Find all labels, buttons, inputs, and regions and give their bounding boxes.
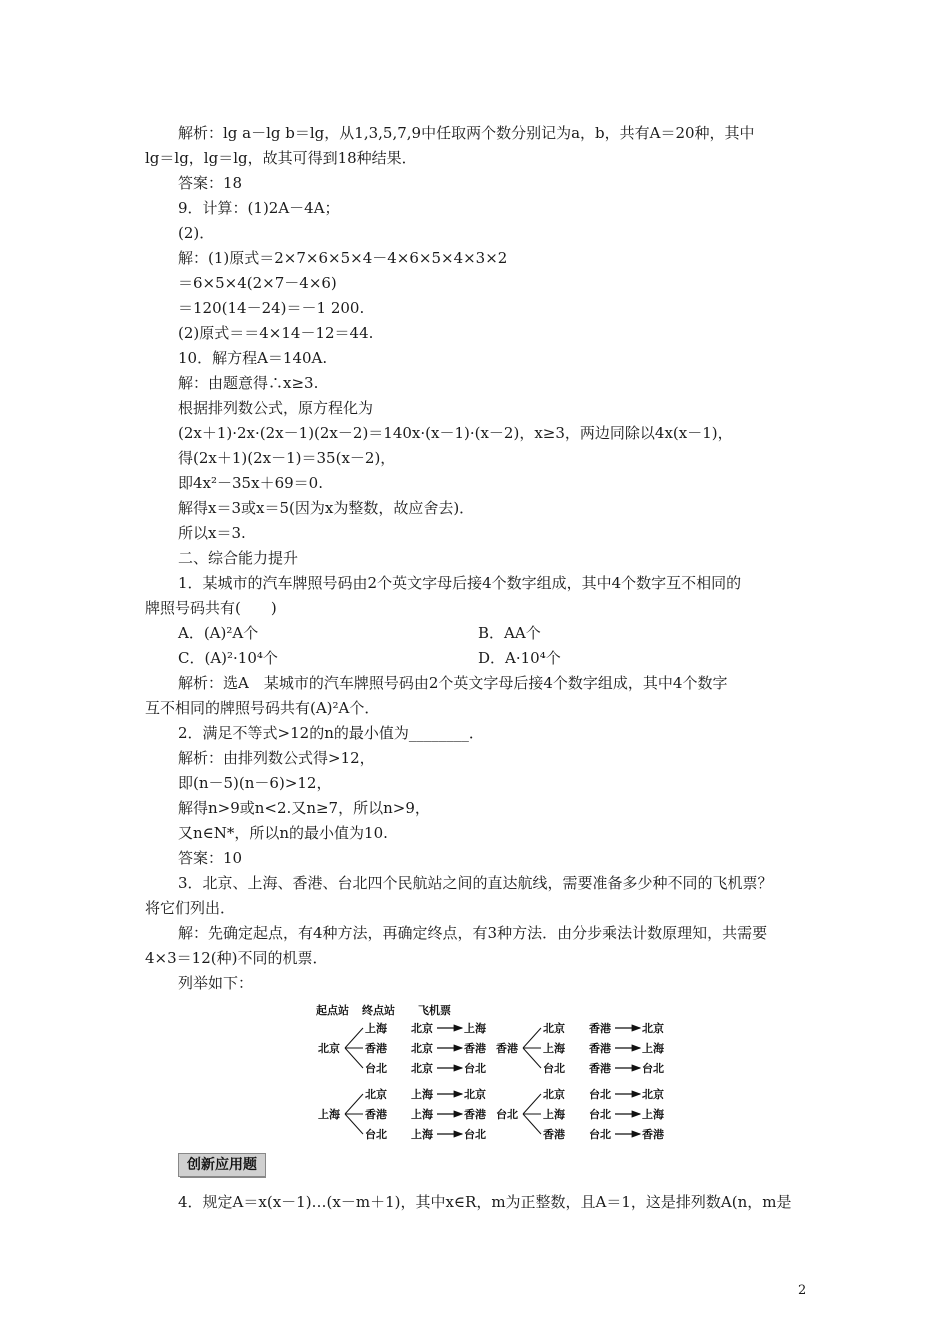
branch-line (345, 1094, 363, 1114)
text-line: 4×3＝12(种)不同的机票． (145, 949, 328, 967)
text-line: ＝120(14－24)＝－1 200. (178, 299, 365, 317)
text-line: 解：(1)原式＝2×7×6×5×4－4×6×5×4×3×2 (178, 249, 508, 267)
start-station: 北京 (318, 1042, 340, 1055)
ticket-from: 台北 (589, 1128, 611, 1141)
header-end: 终点站 (362, 1004, 395, 1017)
ticket-from: 香港 (589, 1042, 611, 1055)
text-line: 牌照号码共有( ) (145, 599, 277, 617)
branch-line (523, 1048, 541, 1068)
ticket-from: 上海 (411, 1088, 433, 1101)
header-start: 起点站 (316, 1004, 349, 1017)
section-heading: 二、综合能力提升 (178, 549, 299, 567)
ticket-to: 上海 (642, 1108, 664, 1121)
destination-station: 台北 (365, 1128, 387, 1141)
ticket-to: 台北 (464, 1128, 486, 1141)
option-b: B．AA个 (478, 624, 541, 642)
destination-station: 台北 (365, 1062, 387, 1075)
destination-station: 上海 (543, 1042, 565, 1055)
destination-station: 香港 (365, 1108, 387, 1121)
ticket-from: 北京 (411, 1042, 433, 1055)
text-line: 将它们列出． (145, 899, 236, 917)
option-d: D．A·10⁴个 (478, 649, 561, 667)
destination-station: 上海 (365, 1022, 387, 1035)
text-line: 即(n－5)(n－6)>12， (178, 774, 332, 792)
text-line: 解得x＝3或x＝5(因为x为整数，故应舍去)． (178, 499, 475, 517)
destination-station: 北京 (365, 1088, 387, 1101)
text-line: 即4x²－35x＋69＝0. (178, 474, 323, 492)
ticket-to: 北京 (642, 1022, 664, 1035)
text-line: (2)原式＝＝4×14－12＝44. (178, 324, 374, 342)
text-line: 答案：10 (178, 849, 243, 867)
text-line: 又n∈N*，所以n的最小值为10. (178, 824, 388, 842)
option-a: A．(A)²A个 (178, 624, 259, 642)
destination-station: 北京 (543, 1088, 565, 1101)
start-station: 上海 (318, 1108, 340, 1121)
text-line: 10．解方程A＝140A. (178, 349, 328, 367)
ticket-to: 台北 (464, 1062, 486, 1075)
ticket-from: 香港 (589, 1022, 611, 1035)
branch-line (345, 1114, 363, 1134)
ticket-from: 台北 (589, 1088, 611, 1101)
page-number: 2 (798, 1283, 807, 1298)
ticket-from: 台北 (589, 1108, 611, 1121)
text-line: 9．计算：(1)2A－4A； (178, 199, 340, 217)
destination-station: 香港 (365, 1042, 387, 1055)
text-line: 解得n>9或n<2.又n≥7，所以n>9， (178, 799, 430, 817)
section-badge: 创新应用题 (178, 1153, 266, 1177)
text-line: 根据排列数公式，原方程化为 (178, 399, 374, 417)
option-c: C．(A)²·10⁴个 (178, 649, 278, 667)
text-line: lg＝lg，lg＝lg，故其可得到18种结果． (145, 149, 417, 167)
text-line: 解：由题意得∴x≥3. (178, 374, 319, 392)
ticket-to: 北京 (642, 1088, 664, 1101)
ticket-from: 上海 (411, 1128, 433, 1141)
ticket-to: 台北 (642, 1062, 664, 1075)
ticket-from: 北京 (411, 1062, 433, 1075)
destination-station: 台北 (543, 1062, 565, 1075)
text-line: 解析：由排列数公式得>12， (178, 749, 375, 767)
text-line: 答案：18 (178, 174, 243, 192)
ticket-to: 香港 (642, 1128, 664, 1141)
start-station: 台北 (496, 1108, 518, 1121)
ticket-to: 上海 (464, 1022, 486, 1035)
ticket-from: 香港 (589, 1062, 611, 1075)
text-line: 2．满足不等式>12的n的最小值为________． (178, 724, 484, 742)
start-station: 香港 (496, 1042, 518, 1055)
ticket-from: 上海 (411, 1108, 433, 1121)
text-line: ＝6×5×4(2×7－4×6) (178, 274, 337, 292)
ticket-to: 香港 (464, 1108, 486, 1121)
branch-line (523, 1028, 541, 1048)
destination-station: 上海 (543, 1108, 565, 1121)
text-line: 解析：lg a－lg b＝lg，从1,3,5,7,9中任取两个数分别记为a，b，共有A＝20种，其中 (178, 124, 755, 142)
branch-line (523, 1114, 541, 1134)
text-line: 得(2x＋1)(2x－1)＝35(x－2)， (178, 449, 396, 467)
destination-station: 香港 (543, 1128, 565, 1141)
branch-line (345, 1028, 363, 1048)
destination-station: 北京 (543, 1022, 565, 1035)
header-ticket: 飞机票 (418, 1004, 451, 1017)
ticket-from: 北京 (411, 1022, 433, 1035)
ticket-to: 上海 (642, 1042, 664, 1055)
text-line: 解析：选A 某城市的汽车牌照号码由2个英文字母后接4个数字组成，其中4个数字 (178, 674, 728, 692)
branch-line (345, 1048, 363, 1068)
text-line: 3．北京、上海、香港、台北四个民航站之间的直达航线，需要准备多少种不同的飞机票？ (178, 874, 773, 892)
badge-underline (180, 1177, 266, 1178)
ticket-to: 香港 (464, 1042, 486, 1055)
text-line: 列举如下： (178, 974, 254, 992)
branch-line (523, 1094, 541, 1114)
text-line: 所以x＝3. (178, 524, 246, 542)
text-line: 4．规定A＝x(x－1)…(x－m＋1)，其中x∈R，m为正整数，且A＝1，这是排列数A(n，m是 (178, 1193, 792, 1211)
text-line: 1．某城市的汽车牌照号码由2个英文字母后接4个数字组成，其中4个数字互不相同的 (178, 574, 742, 592)
ticket-tree-diagram (300, 1000, 680, 1150)
text-line: (2)． (178, 224, 215, 242)
ticket-to: 北京 (464, 1088, 486, 1101)
text-line: 互不相同的牌照号码共有(A)²A个． (145, 699, 380, 717)
text-line: 解：先确定起点，有4种方法，再确定终点，有3种方法．由分步乘法计数原理知，共需要 (178, 924, 768, 942)
text-line: (2x＋1)·2x·(2x－1)(2x－2)＝140x·(x－1)·(x－2)，x≥3，两边同除以4x(x－1)， (178, 424, 733, 442)
